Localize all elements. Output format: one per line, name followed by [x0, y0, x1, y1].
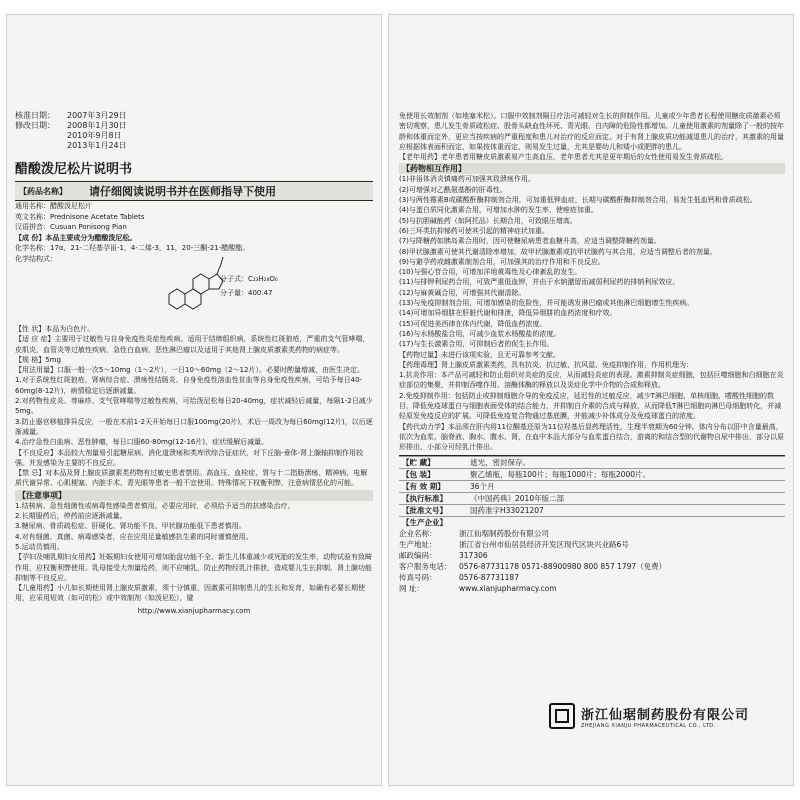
pinyin-name: 汉语拼音：Cusuan Ponisong Pian	[15, 223, 127, 232]
product-info-table	[399, 455, 785, 528]
pregnancy-section: 【孕妇及哺乳期妇女用药】妊娠期妇女使用可增加胎盘功能不全、新生儿体重减少或死胎的发生率，动物试验有致畸作用，应权衡利弊使用。乳母接受大剂量给药，则不应哺乳，防止药物经乳汁排泄，造成婴儿生长抑制、肾上腺功能抑制等不良反应。	[15, 553, 372, 582]
generic-name: 通用名称：醋酸泼尼松片	[15, 202, 92, 210]
info-value: 《中国药典》2010年版二部	[470, 493, 565, 503]
info-key: 【包 装】	[402, 469, 435, 479]
date-label	[15, 141, 67, 151]
interaction-item: (9)与避孕药或雌激素制剂合用，可加强其的治疗作用和不良反应。	[399, 257, 605, 266]
precaution-item: 5.运动员慎用。	[15, 542, 64, 551]
precaution-item: 2.长期服药后，停药前应逐渐减量。	[15, 512, 127, 521]
mfr-key: 生产地址：	[399, 539, 437, 549]
manufacturer-info	[399, 528, 785, 594]
company-mark-icon	[549, 703, 575, 729]
info-row	[399, 504, 785, 516]
pharmacokinetics-section: 【药代动力学】本品须在肝内将11位酮基还原为11位羟基后显药理活性，生理半衰期为60分钟。体内分布以肝中含量最高，依次为血浆、脑脊液、胸水、腹水、肾，在血中本品大部分与血浆蛋白结合，游离的和结合型的代谢物自尿中排出，部分以原形排出，小部分可经乳汁排出。	[399, 422, 784, 452]
interaction-item: (8)甲状腺激素可使其代谢清除率增加，故甲状腺激素或抗甲状腺药与其合用，应适当调整后者的剂量。	[399, 247, 717, 256]
info-value: 国药准字H33021207	[470, 505, 544, 515]
company-name-cn: 浙江仙琚制药股份有限公司	[581, 707, 750, 723]
info-value: 聚乙烯瓶，每瓶100片；每瓶1000片；每瓶2000片。	[470, 469, 650, 479]
specification-section: 【规 格】5mg	[15, 355, 61, 364]
mfr-value: 317306	[459, 550, 488, 560]
english-name: 英文名称：Prednisone Acetate Tablets	[15, 212, 145, 221]
pharmacology-item: 1.抗炎作用：本产品可减轻和防止组织对炎症的反应，从而减轻炎症的表现。激素抑制炎症细胞，包括巨噬细胞和白细胞在炎症部位的集聚，并抑制吞噬作用、溶酶体酶的释放以及炎症化学中介物的合成和释放。	[399, 371, 784, 390]
mfr-value: 0576-87731178 0571-88900980 800 857 1797（免费）	[459, 561, 667, 571]
interaction-item: (11)与排钾利尿药合用，可致严重低血钾，并由于水钠潴留而减弱利尿药的排钠利尿效应。	[399, 278, 680, 287]
left-leaflet-page	[6, 14, 382, 786]
precaution-item: 3.糖尿病、骨质疏松症、肝硬化、肾功能不良、甲状腺功能低下患者慎用。	[15, 522, 246, 531]
pharmacology-item: 2.免疫抑制作用：包括防止或抑制细胞介导的免疫反应，延迟性的过敏反应，减少T淋巴细胞、单核细胞、嗜酸性细胞的数目，降低免疫球蛋白与细胞表面受体的结合能力，并抑制白介素的合成与释放，从而降低T淋巴细胞向淋巴母细胞转化，并减轻原发免疫反应的扩展。可降低免疫复合物通过基底膜，并能减少补体成分及免疫球蛋白的浓度。	[399, 391, 782, 421]
pediatric-continued: 免使用长效制剂（如地塞米松）。口服中效制剂隔日疗法可减轻对生长的抑制作用。儿童或少年患者长程使用糖皮质激素必须密切观察，患儿发生骨质疏松症、股骨头缺血性坏死、青光眼、白内障的危险性都增加。儿童使用激素的剂量除了一般的按年龄和体重而定外，更应当按疾病的严重程度和患儿对治疗的反应而定。对于有肾上腺皮质功能减退患儿的治疗，其激素的用量应根据体表面积而定，如果按体重而定，则易发生过量，尤其是婴幼儿和矮小或肥胖的患儿。	[399, 112, 784, 151]
info-row	[399, 516, 785, 528]
chemical-structure	[15, 254, 373, 324]
interaction-item: (1)非甾体消炎镇痛药可加强其致溃疡作用。	[399, 175, 535, 184]
description-section: 【性 状】本品为白色片。	[15, 324, 95, 333]
date-value: 2008年1月30日	[67, 121, 127, 130]
dosage-item: 4.治疗急性白血病、恶性肿瘤，每日口服60-80mg(12-16片)，症状缓解后减量。	[15, 438, 269, 447]
interaction-item: (2)可增强对乙酰氨基酚的肝毒性。	[399, 185, 507, 194]
mfr-value: 0576-87731187	[459, 572, 519, 582]
interaction-item: (4)与蛋白质同化激素合用，可增加水肿的发生率，使痤疮加重。	[399, 206, 598, 215]
ingredient-line: 【成 份】本品主要成分为醋酸泼尼松。	[15, 233, 137, 242]
steroid-structure-icon	[165, 254, 225, 314]
precautions-heading: 【注意事项】	[15, 490, 373, 501]
read-instructions-notice: 请仔细阅读说明书并在医师指导下使用	[89, 185, 276, 198]
molecular-formula: 分子式：C₂₃H₂₈O₆	[220, 274, 278, 283]
interactions-heading: 【药物相互作用】	[399, 163, 785, 174]
right-leaflet-page	[388, 14, 794, 786]
chemical-name: 化学名称：17α，21-二羟基孕甾-1，4-二烯-3，11，20-三酮-21-醋酸酯。	[15, 244, 250, 253]
mfr-value: www.xianjupharmacy.com	[459, 583, 557, 593]
date-value: 2007年3月29日	[67, 111, 127, 120]
info-key: 【批准文号】	[402, 505, 447, 515]
interaction-item: (16)与水杨酸盐合用，可减少血浆水杨酸盐的浓度。	[399, 329, 561, 338]
date-value: 2013年1月24日	[67, 141, 127, 150]
drug-name-header	[15, 181, 373, 201]
mfr-key: 网 址：	[399, 583, 424, 593]
website-url: http://www.xianjupharmacy.com	[137, 606, 251, 615]
interaction-item: (10)与强心苷合用，可增加洋地黄毒性及心律紊乱的发生。	[399, 268, 582, 277]
company-name-en: ZHEJIANG XIANJU PHARMACEUTICAL CO., LTD.	[581, 722, 716, 729]
pharmacology-section: 【药理毒理】肾上腺皮质激素类药，具有抗炎、抗过敏、抗风湿、免疫抑制作用，作用机理为：	[399, 360, 693, 369]
info-row	[399, 480, 785, 492]
info-value: 36个月	[470, 481, 495, 491]
dosage-section: 【用法用量】口服一般一次5～10mg（1～2片），一日10～60mg（2～12片）。必要时酌量增减，由医生决定。	[15, 366, 364, 375]
company-logo	[549, 703, 749, 729]
interaction-item: (13)与免疫抑制剂合用，可增加感染的危险性，并可能诱发淋巴瘤或其他淋巴细胞增生性疾病。	[399, 299, 694, 308]
date-value: 2010年9月8日	[67, 131, 122, 140]
mfr-key: 邮政编码：	[399, 550, 437, 560]
info-value: 遮光，密封保存。	[470, 457, 530, 467]
precaution-item: 1.结核病、急性细菌性或病毒性感染患者慎用。必要应用时，必须给予适当的抗感染治疗。	[15, 501, 295, 510]
mfr-value: 浙江省台州市仙居县经济开发区现代区块兴业路6号	[459, 539, 629, 549]
adverse-reactions-section: 【不良反应】本品较大剂量易引起糖尿病、消化道溃疡和类库欣综合征症状，对下丘脑-垂体-肾上腺轴抑制作用较强。并发感染为主要的不良反应。	[15, 448, 364, 467]
info-key: 【生产企业】	[402, 517, 447, 527]
info-row	[399, 456, 785, 468]
date-label: 修改日期：	[15, 121, 55, 130]
section-label: 【药品名称】	[19, 186, 67, 196]
date-label	[15, 131, 67, 141]
info-key: 【贮 藏】	[402, 457, 435, 467]
interaction-item: (6)三环类抗抑郁药可使其引起的精神症状加重。	[399, 226, 549, 235]
mfr-key: 客户服务电话：	[399, 561, 452, 571]
interaction-item: (3)与两性霉素B或碳酸酐酶抑制剂合用，可加重低钾血症，长期与碳酸酐酶抑制剂合用，易发生低血钙和骨质疏松。	[399, 196, 757, 205]
mfr-value: 浙江仙琚制药股份有限公司	[459, 528, 549, 538]
pediatric-section: 【儿童用药】小儿如长期使用肾上腺皮质激素，须十分慎重，因激素可抑制患儿的生长和发育，如确有必要长期使用，应采用短效（如可的松）或中效制剂（如泼尼松），避	[15, 584, 365, 603]
mfr-key: 传真号码：	[399, 572, 437, 582]
interaction-item: (5)与抗胆碱能药（如阿托品）长期合用，可致眼压增高。	[399, 216, 577, 225]
molecular-weight: 分子量：400.47	[220, 288, 273, 297]
info-row	[399, 468, 785, 480]
geriatric-section: 【老年用药】老年患者用糖皮质激素易产生高血压，老年患者尤其是更年期后的女性使用易发生骨质疏松。	[399, 153, 728, 162]
date-label: 核准日期：	[15, 111, 55, 120]
interaction-item: (14)可增加异烟肼在肝脏代谢和排泄，降低异烟肼的血药浓度和疗效。	[399, 309, 617, 318]
dosage-item: 3.防止器官移植排异反应，一般在术前1-2天开始每日口服100mg(20片)，术后一周改为每日60mg(12片)，以后逐渐减量。	[15, 417, 373, 436]
mfr-key: 企业名称：	[399, 528, 437, 538]
interaction-item: (7)与降糖药如胰岛素合用时，因可使糖尿病患者血糖升高，应适当调整降糖药剂量。	[399, 237, 661, 246]
info-key: 【有 效 期】	[402, 481, 445, 491]
structure-label: 化学结构式：	[15, 254, 57, 263]
info-key: 【执行标准】	[402, 493, 447, 503]
document-title: 醋酸泼尼松片说明书	[15, 162, 133, 177]
contraindications-section: 【禁 忌】对本品及肾上腺皮质激素类药物有过敏史患者禁用。高血压、血栓症、胃与十二指肠溃疡、精神病、电解质代谢异常、心肌梗塞、内脏手术、青光眼等患者一般不宜使用。特殊情况下权衡利弊，注意病情恶化的可能。	[15, 469, 368, 488]
overdose-section: 【药物过量】未进行该项实验，且无可靠参考文献。	[399, 350, 560, 359]
info-row	[399, 492, 785, 504]
interaction-item: (12)与麻黄碱合用，可增强其代谢清除。	[399, 288, 526, 297]
interaction-item: (17)与生长激素合用，可抑制后者的促生长作用。	[399, 340, 554, 349]
dosage-item: 2.对药物性皮炎、荨麻疹、支气管哮喘等过敏性疾病，可给泼尼松每日20-40mg，症状减轻后减量，每隔1-2日减少5mg。	[15, 397, 373, 416]
interaction-item: (15)可促进美西律在体内代谢，降低血药浓度。	[399, 319, 547, 328]
indications-section: 【适 应 症】主要用于过敏性与自身免疫性炎症性疾病。适用于结缔组织病，系统性红斑狼疮，严重的支气管哮喘，皮肌炎，血管炎等过敏性疾病，急性白血病，恶性淋巴瘤以及适用于其他肾上腺皮质激素类药物的病症等。	[15, 335, 370, 354]
dosage-item: 1.对于系统性红斑狼疮、肾病综合症、溃疡性结肠炎、自身免疫性溶血性贫血等自身免疫性疾病，可给予每日40-60mg(8-12片)，病情稳定后逐渐减量。	[15, 376, 363, 395]
approval-dates	[15, 111, 373, 151]
precaution-item: 4.对有细菌、真菌、病毒感染者，应在应用足量敏感抗生素的同时谨慎使用。	[15, 532, 253, 541]
